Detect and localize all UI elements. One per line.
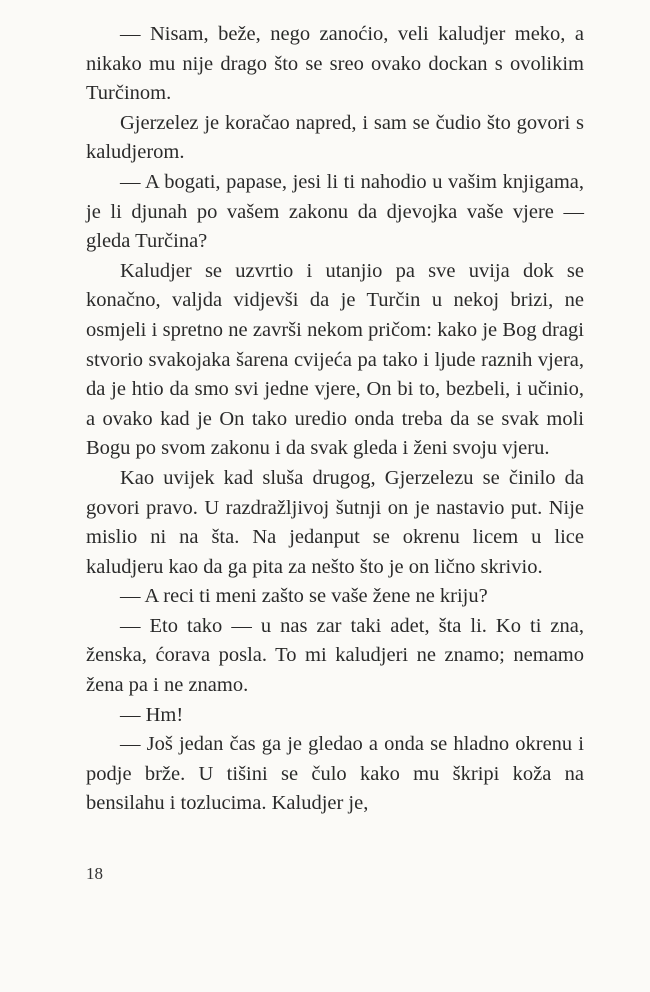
paragraph: — A bogati, papase, jesi li ti nahodio u vašim knjigama, je li djunah po vašem zakonu da djevojka vaše vjere — gleda Turčina?: [86, 170, 584, 253]
paragraph: — A reci ti meni zašto se vaše žene ne kriju?: [120, 585, 488, 608]
paragraph: Kao uvijek kad sluša drugog, Gjerzelezu se činilo da govori pravo. U razdražljivoj šutnji on je nastavio put. Nije mislio ni na šta. Na jedanput se okrenu licem u lice kaludjeru kao da ga pita za nešto što je on lično skrivio.: [86, 466, 584, 578]
text-body: [86, 20, 584, 819]
paragraph: — Eto tako — u nas zar taki adet, šta li. Ko ti zna, ženska, ćorava posla. To mi kaludjeri ne znamo; nemamo žena pa i ne znamo.: [86, 614, 584, 697]
paragraph: — Hm!: [120, 703, 184, 726]
paragraph: Gjerzelez je koračao napred, i sam se čudio što govori s kaludjerom.: [86, 111, 584, 164]
paragraph: Kaludjer se uzvrtio i utanjio pa sve uvija dok se konačno, valjda vidjevši da je Turčin u nekoj brizi, ne osmjeli i spretno ne završi nekom pričom: kako je Bog dragi stvorio svakojaka šarena cvijeća pa tako i ljude raznih vjera, da je htio da smo svi jedne vjere, On bi to, bezbeli, i učinio, a ovako kad je On tako uredio onda treba da se svak moli Bogu po svom zakonu i da svak gleda i ženi svoju vjeru.: [86, 259, 584, 460]
page-number: 18: [86, 864, 103, 883]
paragraph: — Nisam, beže, nego zanoćio, veli kaludjer meko, a nikako mu nije drago što se sreo ovako dockan s ovolikim Turčinom.: [86, 23, 584, 105]
paragraph: — Još jedan čas ga je gledao a onda se hladno okrenu i podje brže. U tišini se čulo kako mu škripi koža na bensilahu i tozlucima. Kaludjer je,: [86, 733, 584, 815]
